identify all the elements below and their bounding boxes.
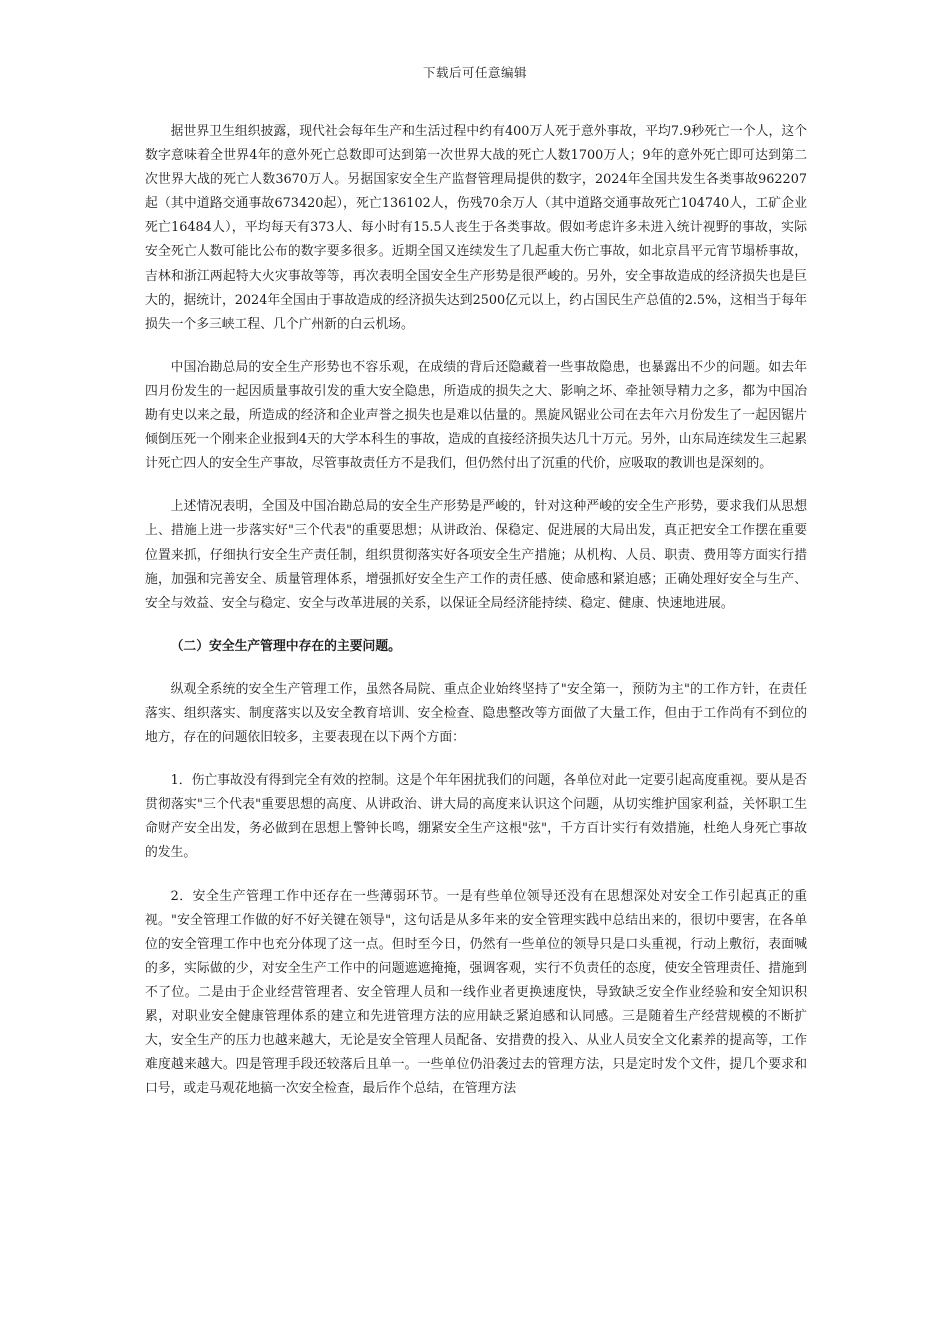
header-note: 下载后可任意编辑 bbox=[422, 65, 527, 80]
paragraph-item-2: 2．安全生产管理工作中还存在一些薄弱环节。一是有些单位领导还没有在思想深处对安全工作引起真正的重视。"安全管理工作做的好不好关键在领导"，这句话是从多年来的安全管理实践中总结出来的，很切中要害，在各单位的安全管理工作中也充分体现了这一点。但时至今日，仍然有一些单位的领导只是口头重视，行动上敷衍，表面喊的多，实际做的少，对安全生产工作中的问题遮遮掩掩，强调客观，实行不负责任的态度，使安全管理责任、措施到不了位。二是由于企业经营管理者、安全管理人员和一线作业者更换速度快，导致缺乏安全作业经验和安全知识积累，对职业安全健康管理体系的建立和先进管理方法的应用缺乏紧迫感和认同感。三是随着生产经营规模的不断扩大，安全生产的压力也越来越大，无论是安全管理人员配备、安措费的投入、从业人员安全文化素养的提高等，工作难度越来越大。四是管理手段还较落后且单一。一些单位仍沿袭过去的管理方法，只是定时发个文件，提几个要求和口号，或走马观花地搞一次安全检查，最后作个总结，在管理方法 bbox=[145, 888, 807, 1097]
document-body bbox=[145, 120, 807, 1101]
section-heading-main-problems: （二）安全生产管理中存在的主要问题。 bbox=[170, 638, 401, 654]
paragraph-item-1: 1．伤亡事故没有得到完全有效的控制。这是个年年困扰我们的问题，各单位对此一定要引起高度重视。要从是否贯彻落实"三个代表"重要思想的高度、从讲政治、讲大局的高度来认识这个问题，从切实维护国家利益，关怀职工生命财产安全出发，务必做到在思想上警钟长鸣，绷紧安全生产这根"弦"，千方百计实行有效措施，杜绝人身死亡事故的发生。 bbox=[145, 773, 807, 861]
paragraph-management-overview: 纵观全系统的安全生产管理工作，虽然各局院、重点企业始终坚持了"安全第一，预防为主"的工作方针，在责任落实、组织落实、制度落实以及安全教育培训、安全检查、隐患整改等方面做了大量工作，但由于工作尚有不到位的地方，存在的问题依旧较多，主要表现在以下两个方面： bbox=[145, 681, 807, 746]
paragraph-requirements: 上述情况表明，全国及中国冶勘总局的安全生产形势是严峻的，针对这种严峻的安全生产形势，要求我们从思想上、措施上进一步落实好"三个代表"的重要思想；从讲政治、保稳定、促进展的大局出发，真正把安全工作摆在重要位置来抓，仔细执行安全生产责任制，组织贯彻落实好各项安全生产措施；从机构、人员、职责、费用等方面实行措施，加强和完善安全、质量管理体系，增强抓好安全生产工作的责任感、使命感和紧迫感；正确处理好安全与生产、安全与效益、安全与稳定、安全与改革进展的关系，以保证全局经济能持续、稳定、健康、快速地进展。 bbox=[145, 499, 807, 611]
paragraph-bureau-situation: 中国冶勘总局的安全生产形势也不容乐观，在成绩的背后还隐藏着一些事故隐患，也暴露出不少的问题。如去年四月份发生的一起因质量事故引发的重大安全隐患，所造成的损失之大、影响之坏、牵扯领导精力之多，都为中国冶勘有史以来之最，所造成的经济和企业声誉之损失也是难以估量的。黑旋风锯业公司在去年六月份发生了一起因锯片倾倒压死一个刚来企业报到4天的大学本科生的事故，造成的直接经济损失达几十万元。另外，山东局连续发生三起累计死亡四人的安全生产事故，尽管事故责任方不是我们，但仍然付出了沉重的代价，应吸取的教训也是深刻的。 bbox=[145, 359, 807, 472]
paragraph-accident-statistics: 据世界卫生组织披露，现代社会每年生产和生活过程中约有400万人死于意外事故，平均7.9秒死亡一个人，这个数字意味着全世界4年的意外死亡总数即可达到第一次世界大战的死亡人数1700万人；9年的意外死亡即可达到第二次世界大战的死亡人数3670万人。另据国家安全生产监督管理局提供的数字，2024年全国共发生各类事故962207起（其中道路交通事故673420起），死亡136102人，伤残70余万人（其中道路交通事故死亡104740人，工矿企业死亡16484人），平均每天有373人、每小时有15.5人丧生于各类事故。假如考虑许多未进入统计视野的事故，实际安全死亡人数可能比公布的数字要多很多。近期全国又连续发生了几起重大伤亡事故，如北京昌平元宵节塌桥事故，吉林和浙江两起特大火灾事故等等，再次表明全国安全生产形势是很严峻的。另外，安全事故造成的经济损失也是巨大的，据统计，2024年全国由于事故造成的经济损失达到2500亿元以上，约占国民生产总值的2.5%，这相当于每年损失一个多三峡工程、几个广州新的白云机场。 bbox=[145, 124, 807, 332]
